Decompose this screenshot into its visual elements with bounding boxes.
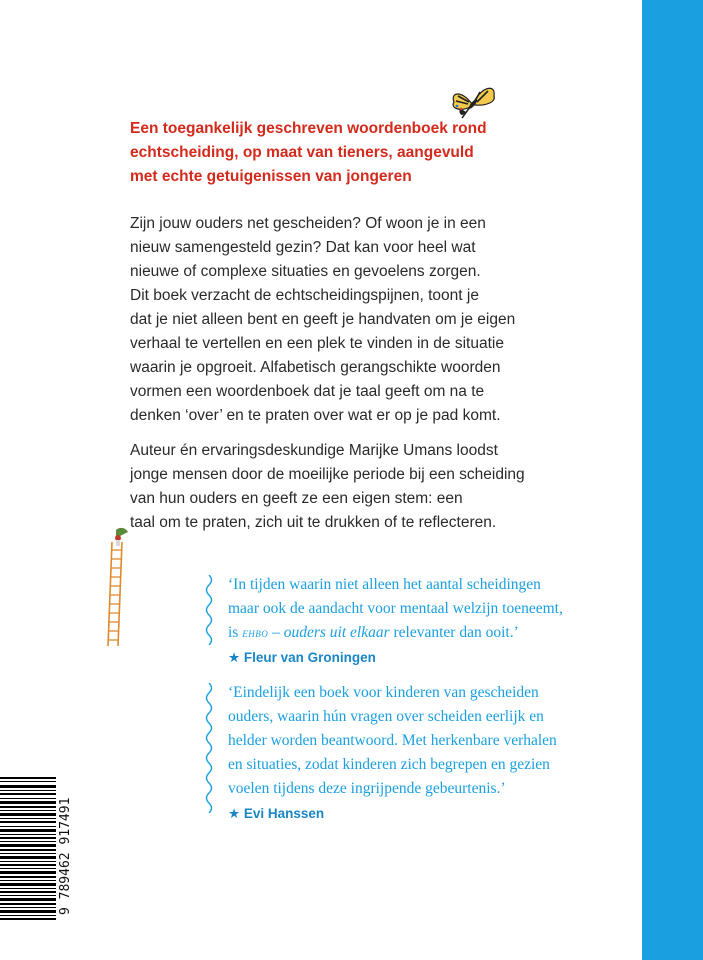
quote-text: relevanter dan ooit.’ (389, 624, 519, 641)
paragraph-line: Zijn jouw ouders net gescheiden? Of woon je in een (130, 215, 486, 232)
book-title-abbrev: ehbo (242, 626, 269, 640)
tagline-line: met echte getuigenissen van jongeren (130, 168, 412, 185)
paragraph-line: jonge mensen door de moeilijke periode bij een scheiding (130, 466, 525, 483)
quote-author: ★ Fleur van Groningen (228, 650, 376, 665)
paragraph-line: nieuwe of complexe situaties en gevoelens zorgen. (130, 263, 481, 280)
quote-line: ‘In tijden waarin niet alleen het aantal scheidingen (228, 576, 541, 593)
paragraph-line: waarin je opgroeit. Alfabetisch gerangschikte woorden (130, 359, 501, 376)
paragraph-line: dat je niet alleen bent en geeft je handvaten om je eigen (130, 311, 516, 328)
description-paragraph (130, 212, 550, 428)
quote-text: is (228, 624, 243, 641)
quote-line: helder worden beantwoord. Met herkenbare verhalen (228, 732, 557, 749)
paragraph-line: vormen een woordenboek dat je taal geeft om na te (130, 383, 485, 400)
quote-line: maar ook de aandacht voor mentaal welzijn toeneemt, (228, 600, 563, 617)
paragraph-line: denken ‘over’ en te praten over wat er op je pad komt. (130, 407, 501, 424)
tagline (130, 117, 530, 189)
book-spine (642, 0, 703, 960)
tagline-line: Een toegankelijk geschreven woordenboek rond (130, 120, 487, 137)
quote-line: ouders, waarin hún vragen over scheiden eerlijk en (228, 708, 544, 725)
butterfly-icon (448, 82, 498, 122)
paragraph-line: taal om te praten, zich uit te drukken of te reflecteren. (130, 514, 497, 531)
paragraph-line: Auteur én ervaringsdeskundige Marijke Umans loodst (130, 442, 498, 459)
author-paragraph (130, 439, 550, 535)
paragraph-line: verhaal te vertellen en een plek te vinden in de situatie (130, 335, 504, 352)
quote-line-with-title (228, 621, 638, 645)
quote-author: ★ Evi Hanssen (228, 806, 325, 821)
squiggle-divider-icon (202, 683, 216, 813)
quote-line: ‘Eindelijk een boek voor kinderen van gescheiden (228, 684, 539, 701)
ladder-icon (104, 526, 132, 650)
paragraph-line: nieuw samengesteld gezin? Dat kan voor heel wat (130, 239, 476, 256)
squiggle-divider-icon (202, 575, 216, 645)
tagline-line: echtscheiding, op maat van tieners, aangevuld (130, 144, 474, 161)
quote-line: voelen tijdens deze ingrijpende gebeurtenis.’ (228, 780, 506, 797)
paragraph-line: Dit boek verzacht de echtscheidingspijnen, toont je (130, 287, 479, 304)
testimonial-quote-2 (228, 681, 638, 826)
testimonial-quote-1 (228, 573, 638, 670)
book-title: – ouders uit elkaar (268, 624, 390, 641)
isbn-number: 9 789462 917491 (58, 797, 73, 915)
quote-line: en situaties, zodat kinderen zich begrepen en gezien (228, 756, 550, 773)
paragraph-line: van hun ouders en geeft ze een eigen stem: een (130, 490, 463, 507)
